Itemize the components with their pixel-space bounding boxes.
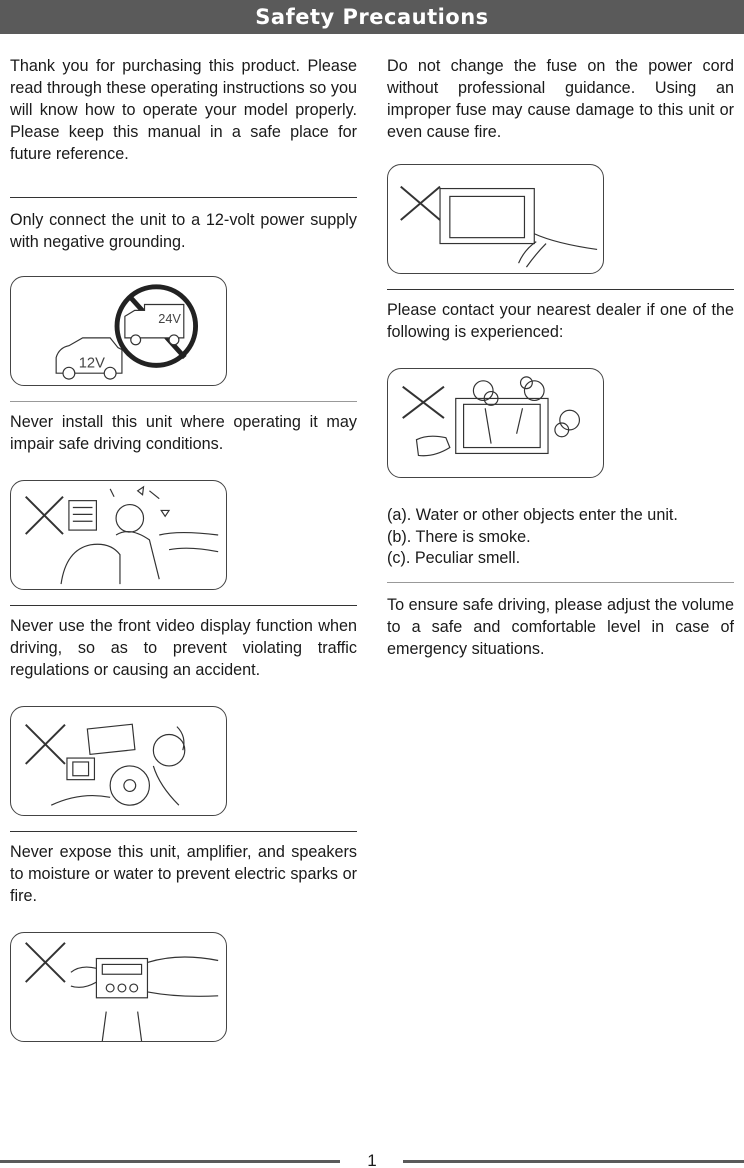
driver-distraction-illustration	[10, 480, 227, 590]
volume-paragraph: To ensure safe driving, please adjust the volume to a safe and comfortable level in case of emergency situations.	[387, 596, 734, 658]
power-paragraph: Only connect the unit to a 12-volt power supply with negative grounding.	[10, 211, 357, 251]
power-supply-illustration	[10, 276, 227, 386]
list-item: (b). There is smoke.	[387, 527, 531, 546]
page-header	[0, 0, 744, 34]
fuse-illustration	[387, 164, 604, 274]
moisture-illustration	[10, 932, 227, 1042]
label-24v: 24V	[158, 311, 181, 327]
footer-rule-right	[403, 1160, 744, 1163]
moisture-paragraph: Never expose this unit, amplifier, and speakers to moisture or water to prevent electric sparks or fire.	[10, 843, 357, 905]
front-video-illustration	[10, 706, 227, 816]
list-item: (a). Water or other objects enter the unit.	[387, 506, 678, 524]
footer-rule-left	[0, 1160, 340, 1163]
page-title: Safety Precautions	[255, 5, 489, 29]
divider	[10, 401, 357, 402]
intro-paragraph: Thank you for purchasing this product. Please read through these operating instructions so you will know how to operate your model properly. Please keep this manual in a safe place for future reference.	[10, 57, 357, 163]
list-item: (c). Peculiar smell.	[387, 549, 521, 567]
dealer-paragraph: Please contact your nearest dealer if one of the following is experienced:	[387, 301, 734, 341]
page-number: 1	[367, 1151, 377, 1168]
symptom-list	[387, 505, 734, 570]
divider	[387, 289, 734, 290]
divider	[10, 197, 357, 198]
label-12v: 12V	[78, 355, 105, 372]
install-paragraph: Never install this unit where operating it may impair safe driving conditions.	[10, 413, 357, 453]
divider	[387, 582, 734, 583]
divider	[10, 605, 357, 606]
divider	[10, 831, 357, 832]
front-video-paragraph: Never use the front video display function when driving, so as to prevent violating traffic regulations or causing an accident.	[10, 617, 357, 679]
fuse-paragraph: Do not change the fuse on the power cord without professional guidance. Using an improper fuse may cause damage to this unit or even cause fire.	[387, 57, 734, 141]
malfunction-illustration	[387, 368, 604, 478]
